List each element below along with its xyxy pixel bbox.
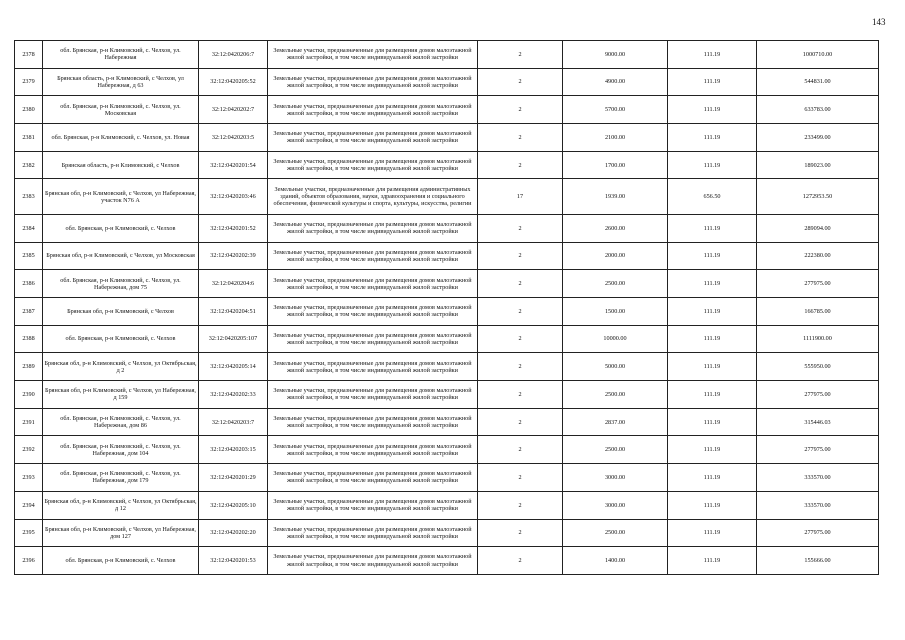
- group-code-cell: 2: [478, 41, 563, 69]
- area-cell: 2500.00: [563, 436, 668, 464]
- area-cell: 5700.00: [563, 96, 668, 124]
- cadastral-number-cell: 32:12:0420202:7: [199, 96, 268, 124]
- specific-value-cell: 111.19: [668, 519, 757, 547]
- table-row: [15, 353, 879, 381]
- land-use-cell: Земельные участки, предназначенные для размещения домов малоэтажной жилой застройки, в том числе индивидуальной жилой застройки: [268, 353, 478, 381]
- cadastral-value-cell: 289094.00: [757, 214, 879, 242]
- area-cell: 1400.00: [563, 547, 668, 575]
- table-row: [15, 464, 879, 492]
- address-cell: Брянская обл, р-н Климовский, с Челхов, ул Набережная, д 159: [43, 381, 199, 409]
- group-code-cell: 2: [478, 325, 563, 353]
- table-row: [15, 547, 879, 575]
- row-number-cell: 2387: [15, 298, 43, 326]
- group-code-cell: 2: [478, 270, 563, 298]
- group-code-cell: 2: [478, 214, 563, 242]
- area-cell: 3000.00: [563, 491, 668, 519]
- area-cell: 1700.00: [563, 151, 668, 179]
- area-cell: 2100.00: [563, 124, 668, 152]
- address-cell: Брянская обл, р-н Климовский, с Челхов, ул Московская: [43, 242, 199, 270]
- row-number-cell: 2390: [15, 381, 43, 409]
- land-use-cell: Земельные участки, предназначенные для размещения домов малоэтажной жилой застройки, в том числе индивидуальной жилой застройки: [268, 298, 478, 326]
- table-row: [15, 242, 879, 270]
- address-cell: Брянская обл, р-н Климовский, с Челхов, ул Октябрьская, д 2: [43, 353, 199, 381]
- group-code-cell: 2: [478, 436, 563, 464]
- row-number-cell: 2393: [15, 464, 43, 492]
- specific-value-cell: 111.19: [668, 151, 757, 179]
- area-cell: 1939.00: [563, 179, 668, 215]
- land-use-cell: Земельные участки, предназначенные для размещения домов малоэтажной жилой застройки, в том числе индивидуальной жилой застройки: [268, 242, 478, 270]
- cadastral-number-cell: 32:12:0420203:7: [199, 408, 268, 436]
- table-row: [15, 96, 879, 124]
- cadastral-value-cell: 555950.00: [757, 353, 879, 381]
- address-cell: Брянская обл, р-н Климовский, с Челхов, ул Набережная, дом 127: [43, 519, 199, 547]
- cadastral-value-cell: 633783.00: [757, 96, 879, 124]
- table-row: [15, 68, 879, 96]
- specific-value-cell: 111.19: [668, 353, 757, 381]
- address-cell: обл. Брянская, р-н Климовский, с. Челхов, ул. Московская: [43, 96, 199, 124]
- cadastral-number-cell: 32:12:0420204:6: [199, 270, 268, 298]
- table-body: [15, 41, 879, 575]
- table-row: [15, 41, 879, 69]
- cadastral-value-cell: 277975.00: [757, 270, 879, 298]
- table-row: [15, 436, 879, 464]
- specific-value-cell: 111.19: [668, 124, 757, 152]
- cadastral-number-cell: 32:12:0420201:53: [199, 547, 268, 575]
- area-cell: 2000.00: [563, 242, 668, 270]
- cadastral-value-cell: 233499.00: [757, 124, 879, 152]
- cadastral-value-cell: 544831.00: [757, 68, 879, 96]
- area-cell: 1500.00: [563, 298, 668, 326]
- land-use-cell: Земельные участки, предназначенные для размещения домов малоэтажной жилой застройки, в том числе индивидуальной жилой застройки: [268, 68, 478, 96]
- land-use-cell: Земельные участки, предназначенные для размещения домов малоэтажной жилой застройки, в том числе индивидуальной жилой застройки: [268, 96, 478, 124]
- row-number-cell: 2392: [15, 436, 43, 464]
- row-number-cell: 2384: [15, 214, 43, 242]
- table-row: [15, 151, 879, 179]
- table-row: [15, 408, 879, 436]
- cadastral-value-cell: 277975.00: [757, 436, 879, 464]
- group-code-cell: 2: [478, 353, 563, 381]
- specific-value-cell: 111.19: [668, 41, 757, 69]
- row-number-cell: 2395: [15, 519, 43, 547]
- address-cell: Брянская область, р-н Климовский, с Челхов: [43, 151, 199, 179]
- row-number-cell: 2396: [15, 547, 43, 575]
- specific-value-cell: 111.19: [668, 547, 757, 575]
- land-use-cell: Земельные участки, предназначенные для размещения домов малоэтажной жилой застройки, в том числе индивидуальной жилой застройки: [268, 547, 478, 575]
- land-use-cell: Земельные участки, предназначенные для размещения домов малоэтажной жилой застройки, в том числе индивидуальной жилой застройки: [268, 325, 478, 353]
- cadastral-number-cell: 32:12:0420205:14: [199, 353, 268, 381]
- land-use-cell: Земельные участки, предназначенные для размещения домов малоэтажной жилой застройки, в том числе индивидуальной жилой застройки: [268, 41, 478, 69]
- address-cell: обл. Брянская, р-н Климовский, с. Челхов, ул. Набережная, дом 104: [43, 436, 199, 464]
- cadastral-number-cell: 32:12:0420202:33: [199, 381, 268, 409]
- cadastral-value-cell: 333570.00: [757, 491, 879, 519]
- group-code-cell: 2: [478, 547, 563, 575]
- area-cell: 3000.00: [563, 464, 668, 492]
- group-code-cell: 2: [478, 68, 563, 96]
- address-cell: обл. Брянская, р-н Климовский, с. Челхов: [43, 325, 199, 353]
- land-use-cell: Земельные участки, предназначенные для размещения домов малоэтажной жилой застройки, в том числе индивидуальной жилой застройки: [268, 381, 478, 409]
- cadastral-value-cell: 277975.00: [757, 381, 879, 409]
- cadastral-number-cell: 32:12:0420201:54: [199, 151, 268, 179]
- cadastral-value-cell: 1272953.50: [757, 179, 879, 215]
- row-number-cell: 2391: [15, 408, 43, 436]
- specific-value-cell: 111.19: [668, 298, 757, 326]
- cadastral-number-cell: 32:12:0420205:10: [199, 491, 268, 519]
- group-code-cell: 2: [478, 298, 563, 326]
- land-use-cell: Земельные участки, предназначенные для размещения домов малоэтажной жилой застройки, в том числе индивидуальной жилой застройки: [268, 519, 478, 547]
- address-cell: обл. Брянская, р-н Климовский, с. Челхов, ул. Набережная: [43, 41, 199, 69]
- land-registry-table: [14, 40, 879, 575]
- group-code-cell: 2: [478, 464, 563, 492]
- area-cell: 2837.00: [563, 408, 668, 436]
- cadastral-number-cell: 32:12:0420202:39: [199, 242, 268, 270]
- table-row: [15, 179, 879, 215]
- area-cell: 4900.00: [563, 68, 668, 96]
- cadastral-value-cell: 222380.00: [757, 242, 879, 270]
- table-row: [15, 270, 879, 298]
- land-use-cell: Земельные участки, предназначенные для размещения домов малоэтажной жилой застройки, в том числе индивидуальной жилой застройки: [268, 124, 478, 152]
- row-number-cell: 2386: [15, 270, 43, 298]
- land-use-cell: Земельные участки, предназначенные для размещения домов малоэтажной жилой застройки, в том числе индивидуальной жилой застройки: [268, 436, 478, 464]
- cadastral-value-cell: 277975.00: [757, 519, 879, 547]
- row-number-cell: 2394: [15, 491, 43, 519]
- cadastral-value-cell: 189023.00: [757, 151, 879, 179]
- specific-value-cell: 111.19: [668, 381, 757, 409]
- area-cell: 2500.00: [563, 519, 668, 547]
- cadastral-number-cell: 32:12:0420206:7: [199, 41, 268, 69]
- land-use-cell: Земельные участки, предназначенные для размещения домов малоэтажной жилой застройки, в том числе индивидуальной жилой застройки: [268, 464, 478, 492]
- specific-value-cell: 111.19: [668, 436, 757, 464]
- specific-value-cell: 111.19: [668, 325, 757, 353]
- table-row: [15, 124, 879, 152]
- area-cell: 2600.00: [563, 214, 668, 242]
- table-row: [15, 214, 879, 242]
- cadastral-number-cell: 32:12:0420205:52: [199, 68, 268, 96]
- cadastral-number-cell: 32:12:0420201:52: [199, 214, 268, 242]
- specific-value-cell: 111.19: [668, 242, 757, 270]
- row-number-cell: 2378: [15, 41, 43, 69]
- address-cell: Брянская обл, р-н Климовский, с Челхов: [43, 298, 199, 326]
- area-cell: 9000.00: [563, 41, 668, 69]
- table-row: [15, 381, 879, 409]
- cadastral-number-cell: 32:12:0420205:107: [199, 325, 268, 353]
- row-number-cell: 2379: [15, 68, 43, 96]
- address-cell: обл. Брянская, р-н Климовский, с. Челхов: [43, 214, 199, 242]
- area-cell: 10000.00: [563, 325, 668, 353]
- land-use-cell: Земельные участки, предназначенные для размещения административных зданий, объектов образования, науки, здравоохранения и социального обеспечения, физической культуры и спорта, культуры, искусства, религии: [268, 179, 478, 215]
- cadastral-number-cell: 32:12:0420203:15: [199, 436, 268, 464]
- group-code-cell: 2: [478, 124, 563, 152]
- row-number-cell: 2381: [15, 124, 43, 152]
- page-number: 143: [872, 17, 886, 27]
- group-code-cell: 2: [478, 491, 563, 519]
- group-code-cell: 2: [478, 519, 563, 547]
- group-code-cell: 17: [478, 179, 563, 215]
- cadastral-number-cell: 32:12:0420202:20: [199, 519, 268, 547]
- table-row: [15, 519, 879, 547]
- row-number-cell: 2388: [15, 325, 43, 353]
- specific-value-cell: 111.19: [668, 270, 757, 298]
- address-cell: Брянская обл, р-н Климовский, с Челхов, ул Октябрьская, д 12: [43, 491, 199, 519]
- row-number-cell: 2383: [15, 179, 43, 215]
- cadastral-number-cell: 32:12:0420204:51: [199, 298, 268, 326]
- address-cell: Брянская обл, р-н Климовский, с Челхов, ул Набережная, участок N76 А: [43, 179, 199, 215]
- group-code-cell: 2: [478, 151, 563, 179]
- cadastral-value-cell: 1111900.00: [757, 325, 879, 353]
- cadastral-number-cell: 32:12:0420203:46: [199, 179, 268, 215]
- address-cell: обл. Брянская, р-н Климовский, с. Челхов, ул. Новая: [43, 124, 199, 152]
- row-number-cell: 2389: [15, 353, 43, 381]
- cadastral-value-cell: 1000710.00: [757, 41, 879, 69]
- row-number-cell: 2385: [15, 242, 43, 270]
- specific-value-cell: 111.19: [668, 214, 757, 242]
- group-code-cell: 2: [478, 408, 563, 436]
- cadastral-value-cell: 166785.00: [757, 298, 879, 326]
- table-row: [15, 298, 879, 326]
- address-cell: обл. Брянская, р-н Климовский, с. Челхов, ул. Набережная, дом 179: [43, 464, 199, 492]
- row-number-cell: 2382: [15, 151, 43, 179]
- area-cell: 2500.00: [563, 381, 668, 409]
- address-cell: обл. Брянская, р-н Климовский, с. Челхов, ул. Набережная, дом 86: [43, 408, 199, 436]
- area-cell: 5000.00: [563, 353, 668, 381]
- cadastral-value-cell: 155666.00: [757, 547, 879, 575]
- group-code-cell: 2: [478, 96, 563, 124]
- land-use-cell: Земельные участки, предназначенные для размещения домов малоэтажной жилой застройки, в том числе индивидуальной жилой застройки: [268, 214, 478, 242]
- specific-value-cell: 111.19: [668, 464, 757, 492]
- cadastral-number-cell: 32:12:0420201:29: [199, 464, 268, 492]
- table-row: [15, 325, 879, 353]
- area-cell: 2500.00: [563, 270, 668, 298]
- land-use-cell: Земельные участки, предназначенные для размещения домов малоэтажной жилой застройки, в том числе индивидуальной жилой застройки: [268, 408, 478, 436]
- specific-value-cell: 111.19: [668, 408, 757, 436]
- address-cell: Брянская область, р-н Климовский, с Челхов, ул Набережная, д 63: [43, 68, 199, 96]
- cadastral-value-cell: 333570.00: [757, 464, 879, 492]
- cadastral-number-cell: 32:12:0420203:5: [199, 124, 268, 152]
- specific-value-cell: 656.50: [668, 179, 757, 215]
- address-cell: обл. Брянская, р-н Климовский, с. Челхов: [43, 547, 199, 575]
- row-number-cell: 2380: [15, 96, 43, 124]
- specific-value-cell: 111.19: [668, 491, 757, 519]
- specific-value-cell: 111.19: [668, 96, 757, 124]
- group-code-cell: 2: [478, 242, 563, 270]
- land-use-cell: Земельные участки, предназначенные для размещения домов малоэтажной жилой застройки, в том числе индивидуальной жилой застройки: [268, 270, 478, 298]
- land-use-cell: Земельные участки, предназначенные для размещения домов малоэтажной жилой застройки, в том числе индивидуальной жилой застройки: [268, 491, 478, 519]
- specific-value-cell: 111.19: [668, 68, 757, 96]
- address-cell: обл. Брянская, р-н Климовский, с. Челхов, ул. Набережная, дом 75: [43, 270, 199, 298]
- group-code-cell: 2: [478, 381, 563, 409]
- table-row: [15, 491, 879, 519]
- land-use-cell: Земельные участки, предназначенные для размещения домов малоэтажной жилой застройки, в том числе индивидуальной жилой застройки: [268, 151, 478, 179]
- cadastral-value-cell: 315446.03: [757, 408, 879, 436]
